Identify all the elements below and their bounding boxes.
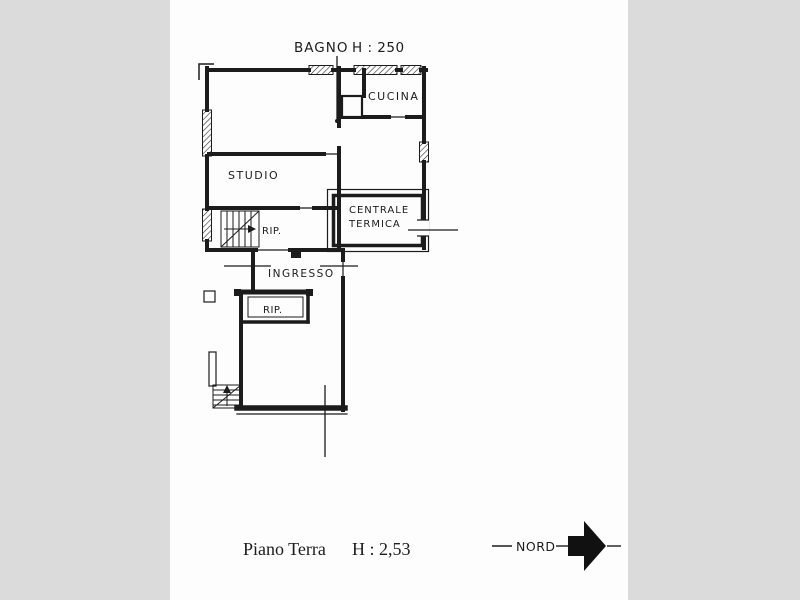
wall-end-block xyxy=(234,289,241,296)
label-rip-lower: RIP. xyxy=(263,305,283,316)
wall-tab xyxy=(291,250,301,258)
flue-block xyxy=(342,96,362,117)
leader-dot xyxy=(335,119,339,123)
label-bagno: BAGNO xyxy=(294,40,349,56)
label-bagno-height: H : 250 xyxy=(352,40,405,56)
label-cucina: CUCINA xyxy=(368,90,420,103)
north-label: NORD xyxy=(516,539,556,554)
label-rip-upper: RIP. xyxy=(262,226,282,237)
pillar-marker xyxy=(204,291,215,302)
floor-title: Piano Terra xyxy=(243,539,326,559)
label-studio: STUDIO xyxy=(228,169,280,182)
floor-height: H : 2,53 xyxy=(352,539,411,559)
label-ingresso: INGRESSO xyxy=(268,268,335,280)
label-termica: TERMICA xyxy=(349,219,401,230)
label-centrale: CENTRALE xyxy=(349,205,410,216)
wall-end-block xyxy=(306,289,313,296)
